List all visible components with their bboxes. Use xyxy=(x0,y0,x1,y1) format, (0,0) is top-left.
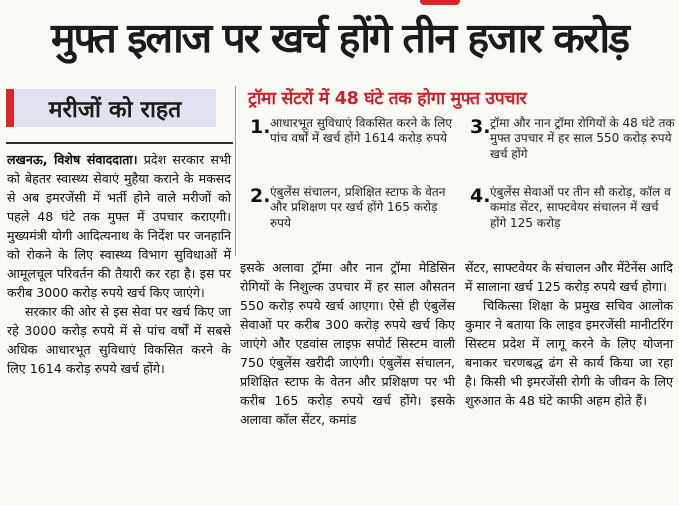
kicker-text: मरीजों को राहत xyxy=(48,97,182,123)
article-paragraph: चिकित्सा शिक्षा के प्रमुख सचिव आलोक कुमार ने बताया कि लाइव इमरजेंसी मानीटरिंग सिस्टम प्रदेश में लागू करने के लिए योजना बनाकर चरणबद्ध ढंग से कार्य किया जा रहा है। किसी भी इमरजेंसी रोगी के जीवन के लिए शुरुआत के 48 घंटे काफी अहम होते हैं। xyxy=(465,298,673,408)
highlight-box-title: ट्रॉमा सेंटरों में 48 घंटे तक होगा मुफ्त उपचार xyxy=(248,89,527,109)
kicker-divider xyxy=(6,142,233,144)
point-number: 4. xyxy=(470,185,491,207)
point-number: 1. xyxy=(250,116,271,138)
point-text: आधारभूत सुविधाएं विकसित करने के लिए पांच वर्षों में खर्च होंगे 1614 करोड़ रुपये xyxy=(270,116,452,146)
headline xyxy=(0,4,679,70)
point-number: 2. xyxy=(250,185,271,207)
column-divider xyxy=(235,86,236,256)
highlight-point xyxy=(470,116,675,162)
point-text: एंबुलेंस संचालन, प्रशिक्षित स्टाफ के वेतन और प्रशिक्षण पर खर्च होंगे 165 करोड़ रुपये xyxy=(270,185,446,230)
point-text: एंबुलेंस सेवाओं पर तीन सौ करोड़, कॉल व कमांड सेंटर, साफ्टवेयर संचालन में खर्च होंगे 125 करोड़ xyxy=(490,185,671,230)
highlight-point xyxy=(250,185,455,231)
highlight-point xyxy=(470,185,675,231)
headline-text: मुफ्त इलाज पर खर्च होंगे तीन हजार करोड़ xyxy=(50,14,629,62)
article-text: प्रदेश सरकार सभी को बेहतर स्वास्थ्य सेवाएं मुहैया कराने के मकसद से अब इमरजेंसी में भर्ती होने वाले मरीजों को पहले 48 घंटे तक मुफ्त में उपचार कराएगी। मुख्यमंत्री योगी आदित्यनाथ के निर्देश पर जनहानि को रोकने के लिए स्वास्थ्य विभाग सुविधाओं में आमूलचूल परिवर्तन की तैयारी कर रहा है। इस पर करीब 3000 करोड़ रुपये खर्च किए जाएंगे। xyxy=(7,152,231,300)
article-paragraph: इसके अलावा ट्रॉमा और नान ट्रॉमा मेडिसिन रोगियों के निशुल्क उपचार में हर साल औसतन 550 करोड़ रुपये खर्च आएगा। ऐसे ही एंबुलेंस सेवाओं पर करीब 300 करोड़ रुपये खर्च किए जाएंगे और एडवांस लाइफ सपोर्ट सिस्टम वाली 750 एंबुलेंस खरीदी जाएंगी। एंबुलेंस संचालन, प्रशिक्षित स्टाफ के वेतन और प्रशिक्षण पर भी करीब 165 करोड़ रुपये खर्च होंगे। इसके अलावा कॉल सेंटर, कमांड xyxy=(240,260,455,427)
article-column-3 xyxy=(465,258,673,410)
point-number: 3. xyxy=(470,116,491,138)
article-paragraph: सरकार की ओर से इस सेवा पर खर्च किए जा रहे 3000 करोड़ रुपये में से पांच वर्षों में सबसे अधिक आधारभूत सुविधाएं विकसित करने के लिए 1614 करोड़ रुपये खर्च होंगे। xyxy=(7,304,231,376)
article-column-1 xyxy=(7,150,231,378)
highlight-point xyxy=(250,116,455,147)
kicker-box xyxy=(6,89,216,127)
point-text: ट्रॉमा और नान ट्रॉमा रोगियों के 48 घंटे तक मुफ्त उपचार में हर साल 550 करोड़ रुपये खर्च होंगे xyxy=(490,116,675,161)
article-column-2 xyxy=(240,258,455,429)
byline: लखनऊ, विशेष संवाददाता। xyxy=(7,152,138,167)
article-paragraph xyxy=(7,150,231,302)
article-paragraph: सेंटर, साफ्टवेयर के संचालन और मेंटेनेंस आदि में सालाना खर्च 125 करोड़ रुपये खर्च होगा। xyxy=(465,260,673,294)
